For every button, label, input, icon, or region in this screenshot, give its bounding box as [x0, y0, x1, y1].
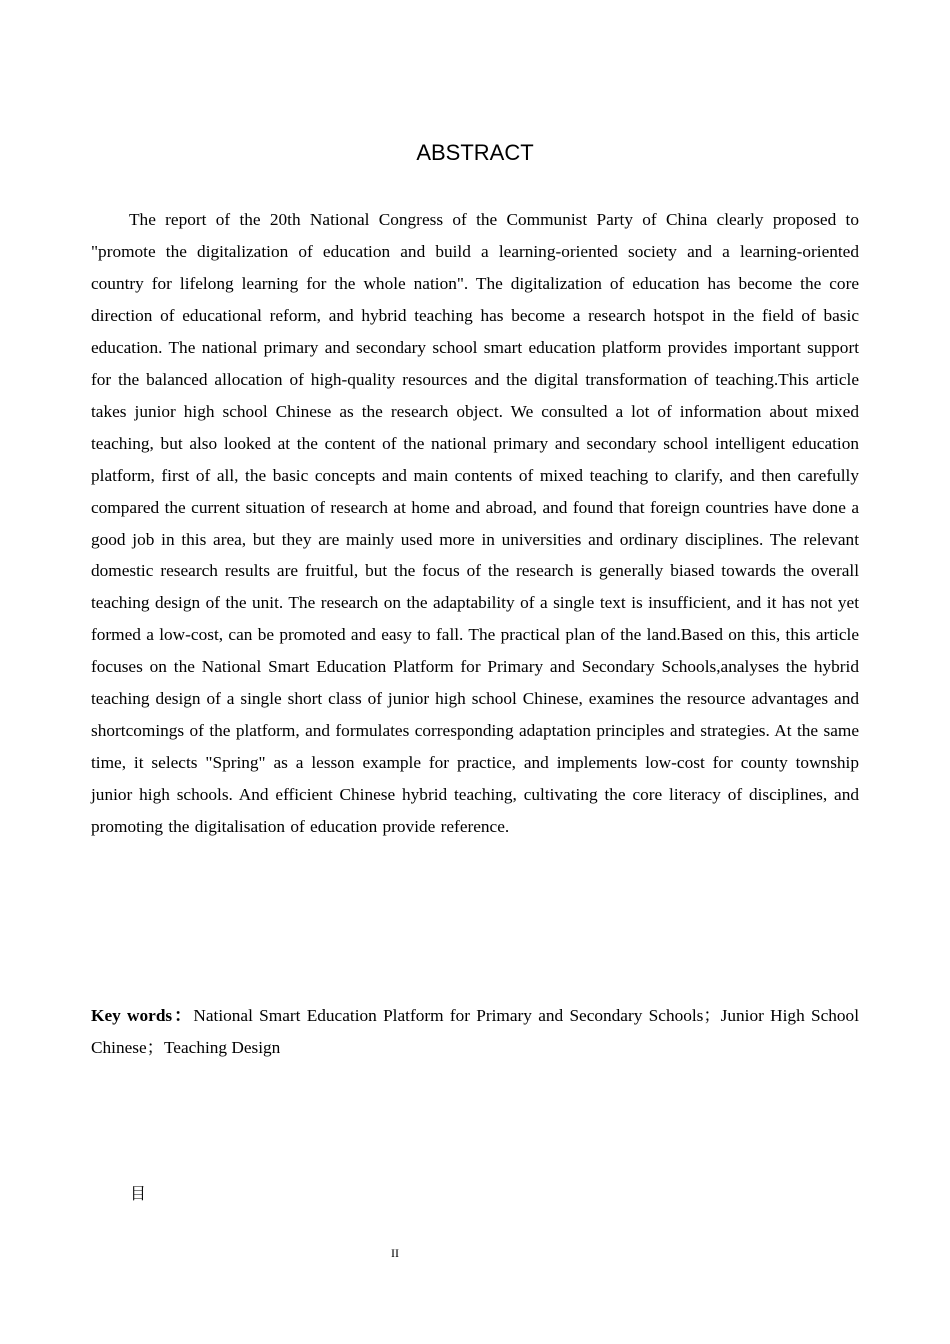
keywords-line: [91, 1000, 859, 1064]
toc-heading-fragment: 目: [130, 1184, 147, 1203]
abstract-paragraph: The report of the 20th National Congress of the Communist Party of China clearly proposed to "promote the digitalization of education and build a learning-oriented society and a learning-oriented country for lifelong learning for the whole nation". The digitalization of education has become the core direction of educational reform, and hybrid teaching has become a research hotspot in the field of basic education. The national primary and secondary school smart education platform provides important support for the balanced allocation of high-quality resources and the digital transformation of teaching.This article takes junior high school Chinese as the research object. We consulted a lot of information about mixed teaching, but also looked at the content of the national primary and secondary school intelligent education platform, first of all, the basic concepts and main contents of mixed teaching to clarify, and then carefully compared the current situation of research at home and abroad, and found that foreign countries have done a good job in this area, but they are mainly used more in universities and ordinary disciplines. The relevant domestic research results are fruitful, but the focus of the research is generally biased towards the overall teaching design of the unit. The research on the adaptability of a single text is insufficient, and it has not yet formed a low-cost, can be promoted and easy to fall. The practical plan of the land.Based on this, this article focuses on the National Smart Education Platform for Primary and Secondary Schools,analyses the hybrid teaching design of a single short class of junior high school Chinese, examines the resource advantages and shortcomings of the platform, and formulates corresponding adaptation principles and strategies. At the same time, it selects "Spring" as a lesson example for practice, and implements low-cost for county township junior high schools. And efficient Chinese hybrid teaching, cultivating the core literacy of disciplines, and promoting the digitalisation of education provide reference.: [91, 210, 859, 837]
keywords-label: Key words：: [91, 1006, 194, 1025]
page-number: II: [391, 1246, 399, 1260]
keywords-text: National Smart Education Platform for Primary and Secondary Schools；Junior High School Chinese；Teaching Design: [91, 1006, 860, 1057]
page-title: ABSTRACT: [416, 140, 534, 165]
